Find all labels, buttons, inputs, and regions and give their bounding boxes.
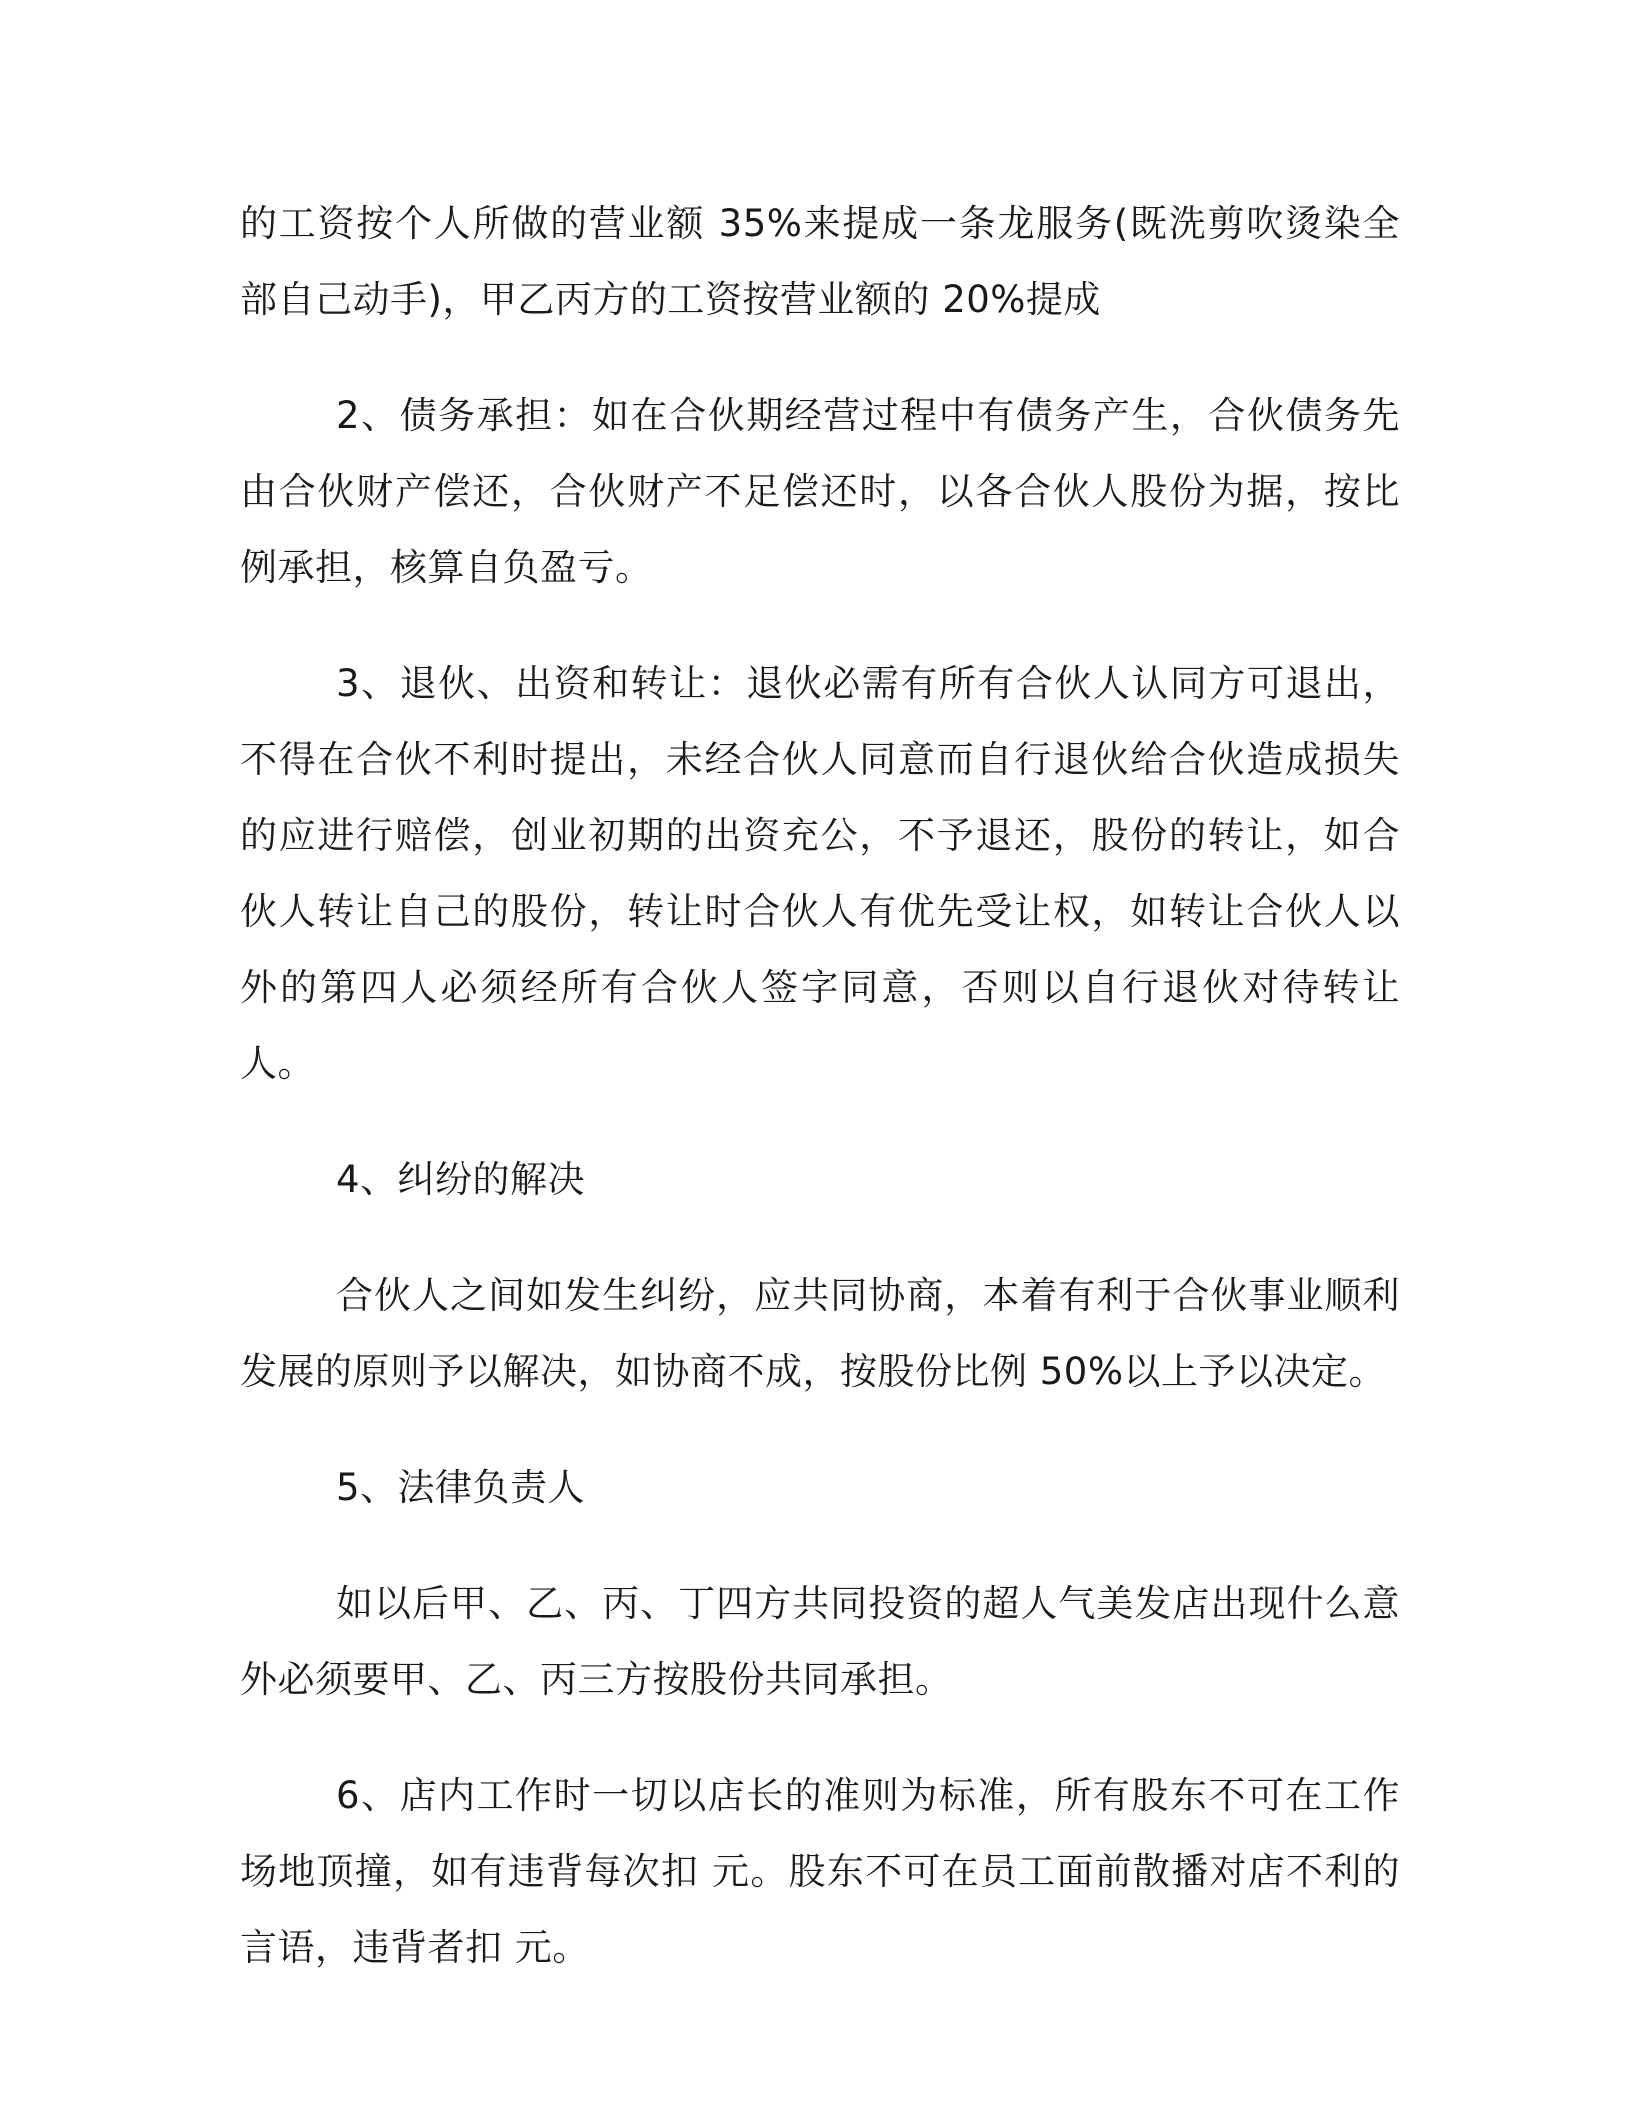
paragraph-debt-liability: 2、债务承担：如在合伙期经营过程中有债务产生，合伙债务先由合伙财产偿还，合伙财产不足偿还时，以各合伙人股份为据，按比例承担，核算自负盈亏。 — [240, 394, 1400, 589]
paragraph-withdrawal-transfer: 3、退伙、出资和转让：退伙必需有所有合伙人认同方可退出，不得在合伙不利时提出，未经合伙人同意而自行退伙给合伙造成损失的应进行赔偿，创业初期的出资充公，不予退还，股份的转让，如合伙人转让自己的股份，转让时合伙人有优先受让权，如转让合伙人以外的第四人必须经所有合伙人签字同意，否则以自行退伙对待转让人。 — [240, 662, 1400, 1085]
document-body — [240, 186, 1400, 1986]
paragraph-legal-responsibility: 如以后甲、乙、丙、丁四方共同投资的超人气美发店出现什么意外必须要甲、乙、丙三方按股份共同承担。 — [240, 1582, 1400, 1701]
paragraph-wage-continuation: 的工资按个人所做的营业额 35%来提成一条龙服务(既洗剪吹烫染全部自己动手)，甲乙丙方的工资按营业额的 20%提成 — [240, 202, 1400, 321]
paragraph-store-rules: 6、店内工作时一切以店长的准则为标准，所有股东不可在工作场地顶撞，如有违背每次扣 元。股东不可在员工面前散播对店不利的言语，违背者扣 元。 — [240, 1774, 1400, 1969]
paragraph-dispute-resolution: 合伙人之间如发生纠纷，应共同协商，本着有利于合伙事业顺利发展的原则予以解决，如协商不成，按股份比例 50%以上予以决定。 — [240, 1274, 1400, 1393]
heading-legal-responsibility: 5、法律负责人 — [336, 1466, 586, 1509]
heading-dispute-resolution: 4、纠纷的解决 — [336, 1158, 586, 1201]
